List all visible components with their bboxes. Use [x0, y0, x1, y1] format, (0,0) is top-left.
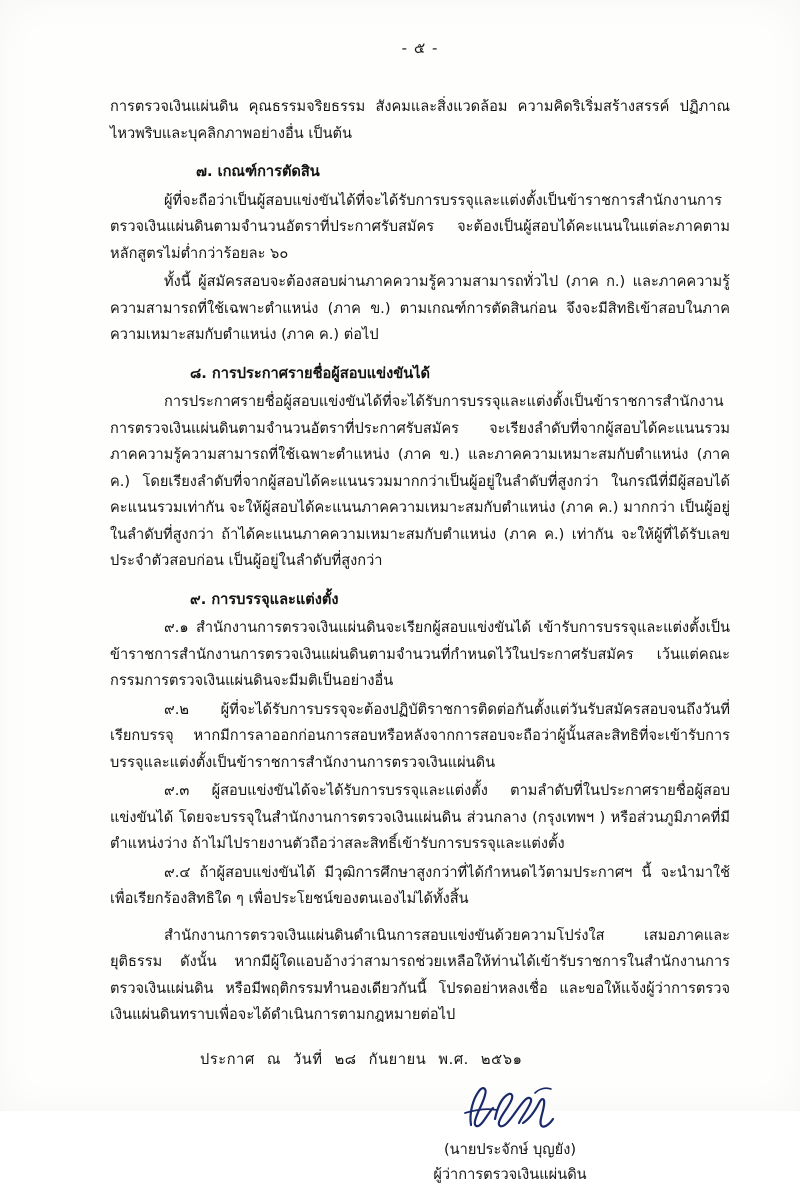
paragraph-appointment-3: ๙.๓ ผู้สอบแข่งขันได้จะได้รับการบรรจุและแต่งตั้ง ตามลำดับที่ในประกาศรายชื่อผู้สอบแข่งขันได้ โดยจะบรรจุในสำนักงานการตรวจเงินแผ่นดิน ส่วนกลาง (กรุงเทพฯ ) หรือส่วนภูมิภาคที่มีตำแหน่งว่าง ถ้าไม่ไปรายงานตัวถือว่าสละสิทธิ์เข้ารับการบรรจุและแต่งตั้ง	[110, 782, 730, 852]
signature-block	[110, 1079, 730, 1187]
signature-ink	[435, 1079, 585, 1137]
document-body	[110, 36, 730, 1187]
announcement-year: ๒๕๖๑	[480, 1050, 523, 1068]
page-number: - ๕ -	[401, 39, 439, 57]
paragraph-announcement-list-1: การประกาศรายชื่อผู้สอบแข่งขันได้ที่จะได้รับการบรรจุและแต่งตั้งเป็นข้าราชการสำนักงานการตรวจเงินแผ่นดินตามจำนวนอัตราที่ประกาศรับสมัคร จะเรียงลำดับที่จากผู้สอบได้คะแนนรวมภาคความรู้ความสามารถที่ใช้เฉพาะตำแหน่ง (ภาค ข.) และภาคความเหมาะสมกับตำแหน่ง (ภาค ค.) โดยเรียงลำดับที่จากผู้สอบได้คะแนนรวมมากกว่าเป็นผู้อยู่ในลำดับที่สูงกว่า ในกรณีที่มีผู้สอบได้คะแนนรวมเท่ากัน จะให้ผู้สอบได้คะแนนภาคความเหมาะสมกับตำแหน่ง (ภาค ค.) มากกว่า เป็นผู้อยู่ในลำดับที่สูงกว่า ถ้าได้คะแนนภาคความเหมาะสมกับตำแหน่ง (ภาค ค.) เท่ากัน จะให้ผู้ที่ได้รับเลขประจำตัวสอบก่อน เป็นผู้อยู่ในลำดับที่สูงกว่า	[110, 393, 730, 569]
announcement-date-line	[110, 1047, 730, 1074]
announcement-month: กันยายน	[368, 1050, 427, 1068]
paragraph-appointment-4: ๙.๔ ถ้าผู้สอบแข่งขันได้ มีวุฒิการศึกษาสูงกว่าที่ได้กำหนดไว้ตามประกาศฯ นี้ จะนำมาใช้เพื่อเรียกร้องสิทธิใด ๆ เพื่อประโยชน์ของตนเองไม่ได้ทั้งสิ้น	[110, 863, 730, 907]
paragraph-closing: สำนักงานการตรวจเงินแผ่นดินดำเนินการสอบแข่งขันด้วยความโปร่งใส เสมอภาคและยุติธรรม ดังนั้น หากมีผู้ใดแอบอ้างว่าสามารถช่วยเหลือให้ท่านได้เข้ารับราชการในสำนักงานการตรวจเงินแผ่นดิน หรือมีพฤติกรรมทำนองเดียวกันนี้ โปรดอย่าหลงเชื่อ และขอให้แจ้งผู้ว่าการตรวจเงินแผ่นดินทราบเพื่อจะได้ดำเนินการตามกฎหมายต่อไป	[110, 926, 730, 1023]
signer-name: (นายประจักษ์ บุญยัง)	[443, 1141, 577, 1158]
paragraph-criteria-2: ทั้งนี้ ผู้สมัครสอบจะต้องสอบผ่านภาคความรู้ความสามารถทั่วไป (ภาค ก.) และภาคความรู้ความสามารถที่ใช้เฉพาะตำแหน่ง (ภาค ข.) ตามเกณฑ์การตัดสินก่อน จึงจะมีสิทธิเข้าสอบในภาคความเหมาะสมกับตำแหน่ง (ภาค ค.) ต่อไป	[110, 273, 730, 343]
announcement-at: ณ	[266, 1050, 281, 1068]
announcement-day: ๒๘	[334, 1050, 357, 1068]
section-heading-appointment: ๙. การบรรจุและแต่งตั้ง	[190, 590, 339, 608]
paragraph-appointment-1: ๙.๑ สำนักงานการตรวจเงินแผ่นดินจะเรียกผู้สอบแข่งขันได้ เข้ารับการบรรจุและแต่งตั้งเป็นข้าราชการสำนักงานการตรวจเงินแผ่นดินตามจำนวนที่กำหนดไว้ในประกาศรับสมัคร เว้นแต่คณะกรรมการตรวจเงินแผ่นดินจะมีมติเป็นอย่างอื่น	[110, 619, 730, 689]
paragraph-criteria-1: ผู้ที่จะถือว่าเป็นผู้สอบแข่งขันได้ที่จะได้รับการบรรจุและแต่งตั้งเป็นข้าราชการสำนักงานการตรวจเงินแผ่นดินตามจำนวนอัตราที่ประกาศรับสมัคร จะต้องเป็นผู้สอบได้คะแนนในแต่ละภาคตามหลักสูตรไม่ต่ำกว่าร้อยละ ๖๐	[110, 191, 730, 262]
handwritten-signature	[290, 1079, 730, 1137]
announcement-year-label: พ.ศ.	[438, 1050, 469, 1068]
announcement-prefix: ประกาศ	[200, 1050, 255, 1068]
paragraph-intro: การตรวจเงินแผ่นดิน คุณธรรมจริยธรรม สังคมและสิ่งแวดล้อม ความคิดริเริ่มสร้างสรรค์ ปฏิภาณไหวพริบและบุคลิกภาพอย่างอื่น เป็นต้น	[110, 98, 730, 142]
section-heading-criteria: ๗. เกณฑ์การตัดสิน	[196, 163, 320, 180]
announcement-date-label: วันที่	[292, 1050, 323, 1068]
section-heading-announcement-list: ๘. การประกาศรายชื่อผู้สอบแข่งขันได้	[190, 364, 431, 382]
signer-title: ผู้ว่าการตรวจเงินแผ่นดิน	[433, 1166, 587, 1183]
paragraph-appointment-2: ๙.๒ ผู้ที่จะได้รับการบรรจุจะต้องปฏิบัติราชการติดต่อกันตั้งแต่วันรับสมัครสอบจนถึงวันที่เรียกบรรจุ หากมีการลาออกก่อนการสอบหรือหลังจากการสอบจะถือว่าผู้นั้นสละสิทธิที่จะเข้ารับการบรรจุและแต่งตั้งเป็นข้าราชการสำนักงานการตรวจเงินแผ่นดิน	[110, 700, 730, 771]
